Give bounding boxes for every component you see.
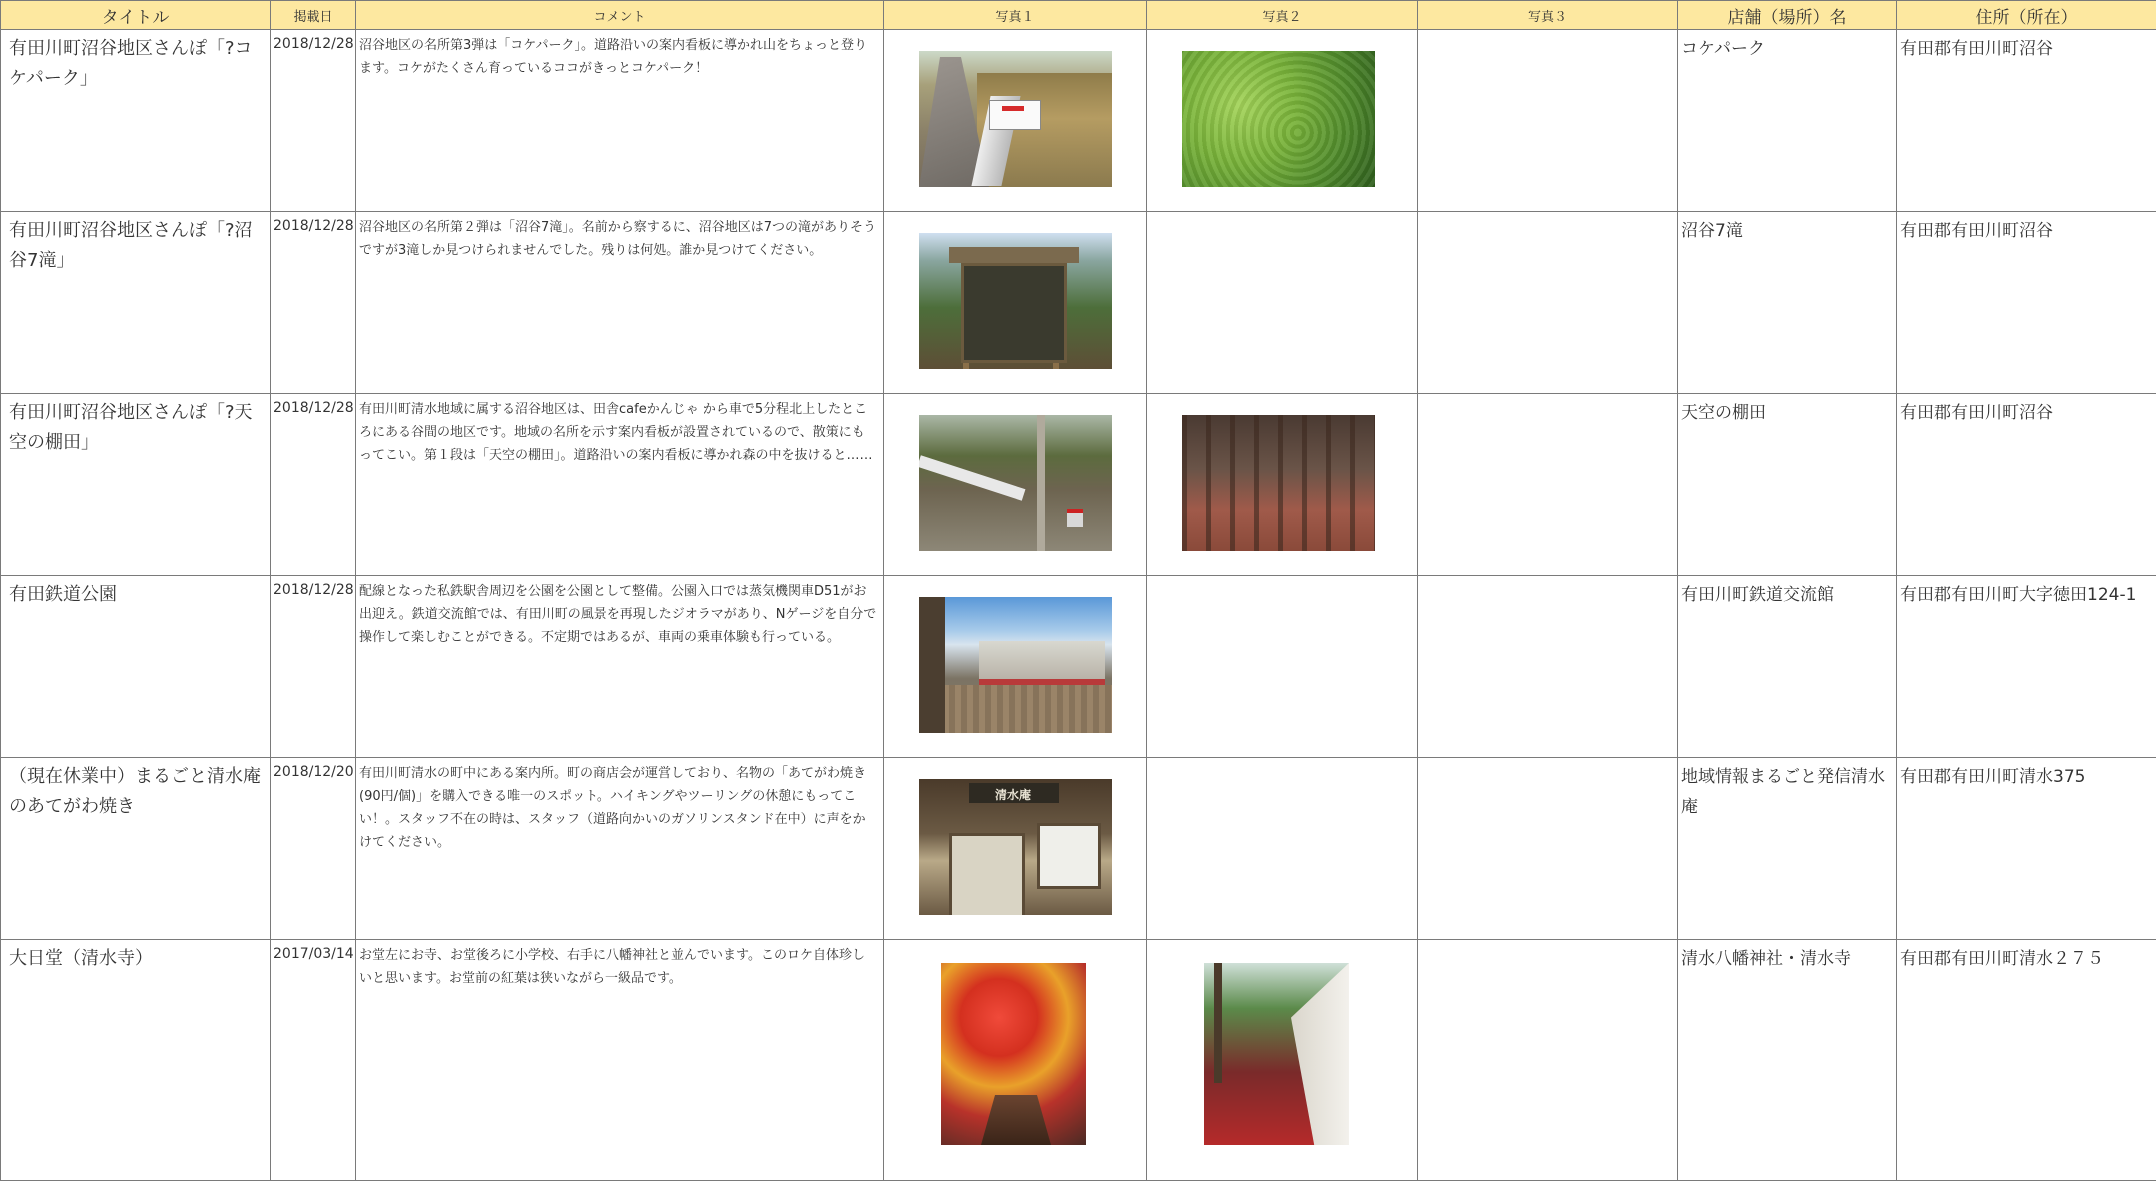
header-shop[interactable]: 店舗（場所）名 xyxy=(1678,1,1897,30)
shop-cell[interactable] xyxy=(1678,30,1897,212)
photo3-cell[interactable] xyxy=(1418,212,1678,394)
shop-text: 有田川町鉄道交流館 xyxy=(1681,585,1834,605)
table-row xyxy=(1,576,2156,758)
shop-cell[interactable] xyxy=(1678,212,1897,394)
forest-photo[interactable] xyxy=(1182,415,1375,551)
rice-road-photo[interactable] xyxy=(919,415,1112,551)
date-cell[interactable] xyxy=(271,394,356,576)
address-text: 有田郡有田川町沼谷 xyxy=(1900,403,2053,423)
title-text: 有田鉄道公園 xyxy=(9,584,117,605)
date-text: 2018/12/20 xyxy=(273,764,354,780)
photo3-cell[interactable] xyxy=(1418,394,1678,576)
leaf-path-photo[interactable] xyxy=(1204,963,1349,1145)
shop-cell[interactable] xyxy=(1678,940,1897,1181)
table-row xyxy=(1,394,2156,576)
address-cell[interactable] xyxy=(1897,940,2156,1181)
header-title[interactable]: タイトル xyxy=(1,1,271,30)
header-photo2[interactable]: 写真２ xyxy=(1147,1,1418,30)
shop-text: 地域情報まるごと発信清水庵 xyxy=(1681,767,1885,817)
train-photo[interactable] xyxy=(919,597,1112,733)
header-photo1[interactable]: 写真１ xyxy=(884,1,1147,30)
title-cell[interactable] xyxy=(1,576,271,758)
shop-sign-text: 清水庵 xyxy=(995,788,1032,802)
address-text: 有田郡有田川町清水375 xyxy=(1900,767,2086,787)
comment-cell[interactable] xyxy=(356,30,884,212)
photo1-cell[interactable] xyxy=(884,940,1147,1181)
photo2-cell[interactable] xyxy=(1147,30,1418,212)
header-row xyxy=(1,1,2156,30)
comment-cell[interactable] xyxy=(356,940,884,1181)
title-cell[interactable] xyxy=(1,758,271,940)
header-date[interactable]: 掲載日 xyxy=(271,1,356,30)
shop-text: コケパーク xyxy=(1681,39,1765,59)
title-text: 大日堂（清水寺） xyxy=(9,948,153,969)
title-cell[interactable] xyxy=(1,394,271,576)
date-text: 2018/12/28 xyxy=(273,582,354,598)
date-cell[interactable] xyxy=(271,212,356,394)
title-cell[interactable] xyxy=(1,940,271,1181)
comment-cell[interactable] xyxy=(356,758,884,940)
header-comment[interactable]: コメント xyxy=(356,1,884,30)
photo3-cell[interactable] xyxy=(1418,30,1678,212)
photo1-cell[interactable] xyxy=(884,212,1147,394)
road-sign-photo[interactable] xyxy=(919,51,1112,187)
photo1-cell[interactable] xyxy=(884,30,1147,212)
shop-text: 天空の棚田 xyxy=(1681,403,1766,423)
comment-text: 有田川町清水地域に属する沼谷地区は、田舎cafeかんじゃ から車で5分程北上したところにある谷間の地区です。地域の名所を示す案内看板が設置されているので、散策にもってこい。第１段は「天空の棚田」。道路沿いの案内看板に導かれ森の中を抜けると…… xyxy=(359,402,873,463)
address-cell[interactable] xyxy=(1897,394,2156,576)
date-cell[interactable] xyxy=(271,30,356,212)
table-row xyxy=(1,758,2156,940)
title-text: 有田川町沼谷地区さんぽ「?沼谷7滝」 xyxy=(9,220,253,271)
photo2-cell[interactable] xyxy=(1147,940,1418,1181)
date-text: 2018/12/28 xyxy=(273,36,354,52)
address-text: 有田郡有田川町沼谷 xyxy=(1900,39,2053,59)
comment-text: 沼谷地区の名所第２弾は「沼谷7滝」。名前から察するに、沼谷地区は7つの滝がありそうですが3滝しか見つけられませんでした。残りは何処。誰か見つけてください。 xyxy=(359,220,877,258)
comment-text: 沼谷地区の名所第3弾は「コケパーク」。道路沿いの案内看板に導かれ山をちょっと登ります。コケがたくさん育っているココがきっとコケパーク！ xyxy=(359,38,867,76)
photo2-cell[interactable] xyxy=(1147,212,1418,394)
header-photo3[interactable]: 写真３ xyxy=(1418,1,1678,30)
comment-text: お堂左にお寺、お堂後ろに小学校、右手に八幡神社と並んでいます。このロケ自体珍しいと思います。お堂前の紅葉は狭いながら一級品です。 xyxy=(359,948,865,986)
address-text: 有田郡有田川町大字徳田124-1 xyxy=(1900,585,2137,605)
shop-cell[interactable] xyxy=(1678,758,1897,940)
moss-photo[interactable] xyxy=(1182,51,1375,187)
table-row xyxy=(1,940,2156,1181)
photo2-cell[interactable] xyxy=(1147,394,1418,576)
date-text: 2018/12/28 xyxy=(273,218,354,234)
date-cell[interactable] xyxy=(271,576,356,758)
date-cell[interactable] xyxy=(271,758,356,940)
shop-front-photo[interactable] xyxy=(919,779,1112,915)
title-text: 有田川町沼谷地区さんぽ「?天空の棚田」 xyxy=(9,402,253,453)
comment-cell[interactable] xyxy=(356,394,884,576)
comment-text: 有田川町清水の町中にある案内所。町の商店会が運営しており、名物の「あてがわ焼き(90円/個)」を購入できる唯一のスポット。ハイキングやツーリングの休憩にもってこい！。スタッフ不在の時は、スタッフ（道路向かいのガソリンスタンド在中）に声をかけてください。 xyxy=(359,766,867,850)
comment-cell[interactable] xyxy=(356,576,884,758)
address-cell[interactable] xyxy=(1897,30,2156,212)
date-text: 2017/03/14 xyxy=(273,946,354,962)
photo3-cell[interactable] xyxy=(1418,940,1678,1181)
address-cell[interactable] xyxy=(1897,576,2156,758)
photo3-cell[interactable] xyxy=(1418,758,1678,940)
photo1-cell[interactable] xyxy=(884,576,1147,758)
title-cell[interactable] xyxy=(1,212,271,394)
shop-text: 清水八幡神社・清水寺 xyxy=(1681,949,1851,969)
photo1-cell[interactable] xyxy=(884,394,1147,576)
table-row xyxy=(1,30,2156,212)
shop-cell[interactable] xyxy=(1678,394,1897,576)
photo1-cell[interactable] xyxy=(884,758,1147,940)
address-cell[interactable] xyxy=(1897,212,2156,394)
comment-text: 配線となった私鉄駅舎周辺を公園を公園として整備。公園入口では蒸気機関車D51がお出迎え。鉄道交流館では、有田川町の風景を再現したジオラマがあり、Nゲージを自分で操作して楽しむことができる。不定期ではあるが、車両の乗車体験も行っている。 xyxy=(359,584,877,645)
date-text: 2018/12/28 xyxy=(273,400,354,416)
address-text: 有田郡有田川町清水２７５ xyxy=(1900,949,2104,969)
title-cell[interactable] xyxy=(1,30,271,212)
shop-cell[interactable] xyxy=(1678,576,1897,758)
gate-sign-photo[interactable] xyxy=(919,233,1112,369)
table-row xyxy=(1,212,2156,394)
title-text: （現在休業中）まるごと清水庵のあてがわ焼き xyxy=(9,766,261,817)
header-address[interactable]: 住所（所在） xyxy=(1897,1,2156,30)
comment-cell[interactable] xyxy=(356,212,884,394)
address-text: 有田郡有田川町沼谷 xyxy=(1900,221,2053,241)
photo3-cell[interactable] xyxy=(1418,576,1678,758)
maple-photo[interactable] xyxy=(941,963,1086,1145)
title-text: 有田川町沼谷地区さんぽ「?コケパーク」 xyxy=(9,38,253,89)
address-cell[interactable] xyxy=(1897,758,2156,940)
date-cell[interactable] xyxy=(271,940,356,1181)
photo2-cell[interactable] xyxy=(1147,758,1418,940)
photo2-cell[interactable] xyxy=(1147,576,1418,758)
shop-text: 沼谷7滝 xyxy=(1681,221,1743,241)
